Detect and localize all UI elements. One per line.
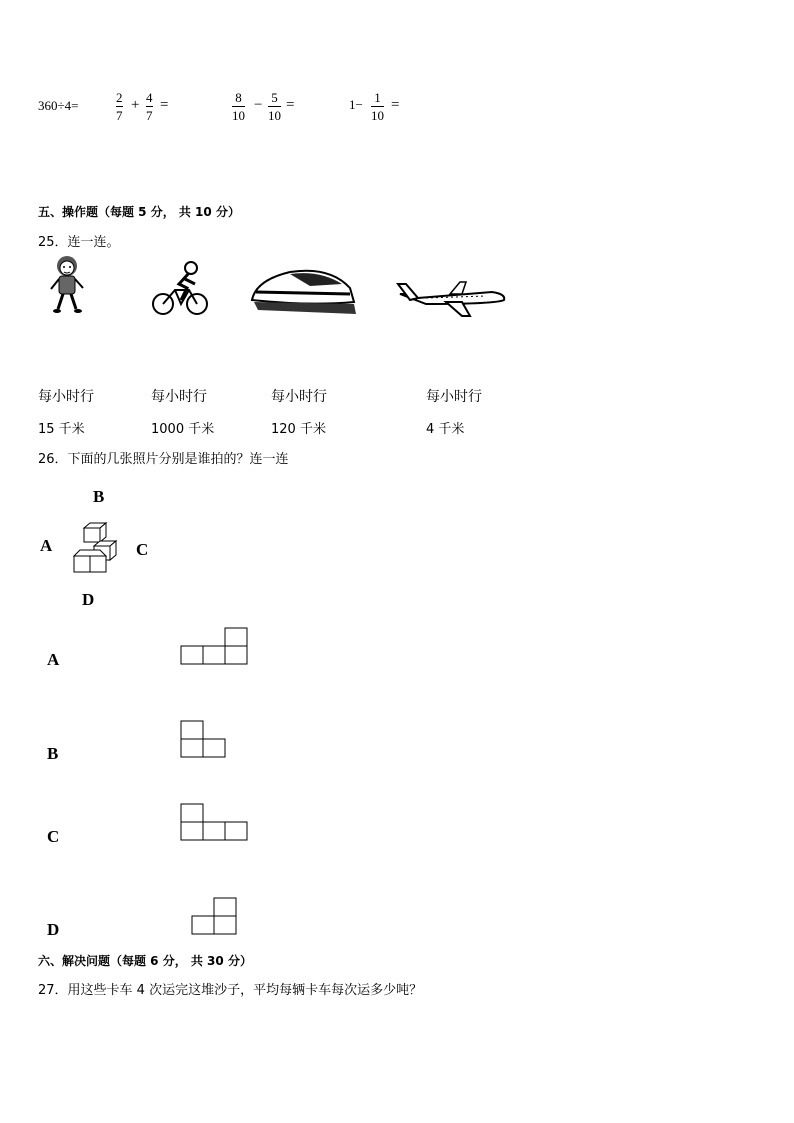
denominator: 10 <box>371 108 384 123</box>
equals-sign: = <box>160 97 169 113</box>
view-letter: A <box>47 650 60 669</box>
speed-value: 4 千米 <box>426 422 465 437</box>
section-heading: 五、操作题（每题 5 分， 共 10 分） <box>38 205 240 219</box>
direction-letter-a: A <box>40 536 53 555</box>
equals-sign: = <box>391 97 400 113</box>
speed-label: 每小时行 <box>271 389 327 405</box>
direction-letter-d: D <box>82 590 95 609</box>
fraction-5-10 <box>268 90 281 123</box>
girl-walking-icon <box>46 254 90 316</box>
denominator: 10 <box>268 108 281 123</box>
view-letter: D <box>47 920 60 939</box>
question-prompt: 27．用这些卡车 4 次运完这堆沙子，平均每辆卡车每次运多少吨？ <box>38 983 423 998</box>
view-shape-b <box>180 720 228 758</box>
denominator: 10 <box>232 108 245 123</box>
denominator: 7 <box>146 108 153 123</box>
numerator: 1 <box>374 90 381 105</box>
fraction-2-7 <box>116 90 123 123</box>
view-letter: B <box>47 744 59 763</box>
speed-label: 每小时行 <box>151 389 207 405</box>
numerator: 5 <box>271 90 278 105</box>
numerator: 2 <box>116 90 123 105</box>
view-shape-c <box>180 803 250 841</box>
view-shape-d <box>191 897 239 935</box>
question-prompt: 26．下面的几张照片分别是谁拍的？连一连 <box>38 452 289 467</box>
fraction-4-7 <box>146 90 153 123</box>
plus-sign: + <box>131 97 140 113</box>
cyclist-icon <box>151 260 209 318</box>
speed-value: 120 千米 <box>271 422 326 437</box>
direction-letter-c: C <box>136 540 149 559</box>
direction-letter-b: B <box>93 487 105 506</box>
speed-value: 1000 千米 <box>151 422 215 437</box>
division-problem: 360÷4= <box>38 98 79 113</box>
question-prompt: 25．连一连。 <box>38 235 120 250</box>
denominator: 7 <box>116 108 123 123</box>
view-shape-a <box>180 627 250 665</box>
numerator: 4 <box>146 90 153 105</box>
fraction-1-10 <box>371 90 384 123</box>
one-minus: 1− <box>349 97 363 112</box>
section-heading: 六、解决问题（每题 6 分， 共 30 分） <box>38 954 252 968</box>
equals-sign: = <box>286 97 295 113</box>
train-icon <box>250 266 358 318</box>
speed-value: 15 千米 <box>38 422 85 437</box>
speed-label: 每小时行 <box>38 389 94 405</box>
speed-label: 每小时行 <box>426 389 482 405</box>
airplane-icon <box>396 278 508 318</box>
numerator: 8 <box>235 90 242 105</box>
fraction-8-10 <box>232 90 245 123</box>
minus-sign: − <box>254 97 263 113</box>
view-letter: C <box>47 827 60 846</box>
cube-stack-figure <box>72 520 122 574</box>
